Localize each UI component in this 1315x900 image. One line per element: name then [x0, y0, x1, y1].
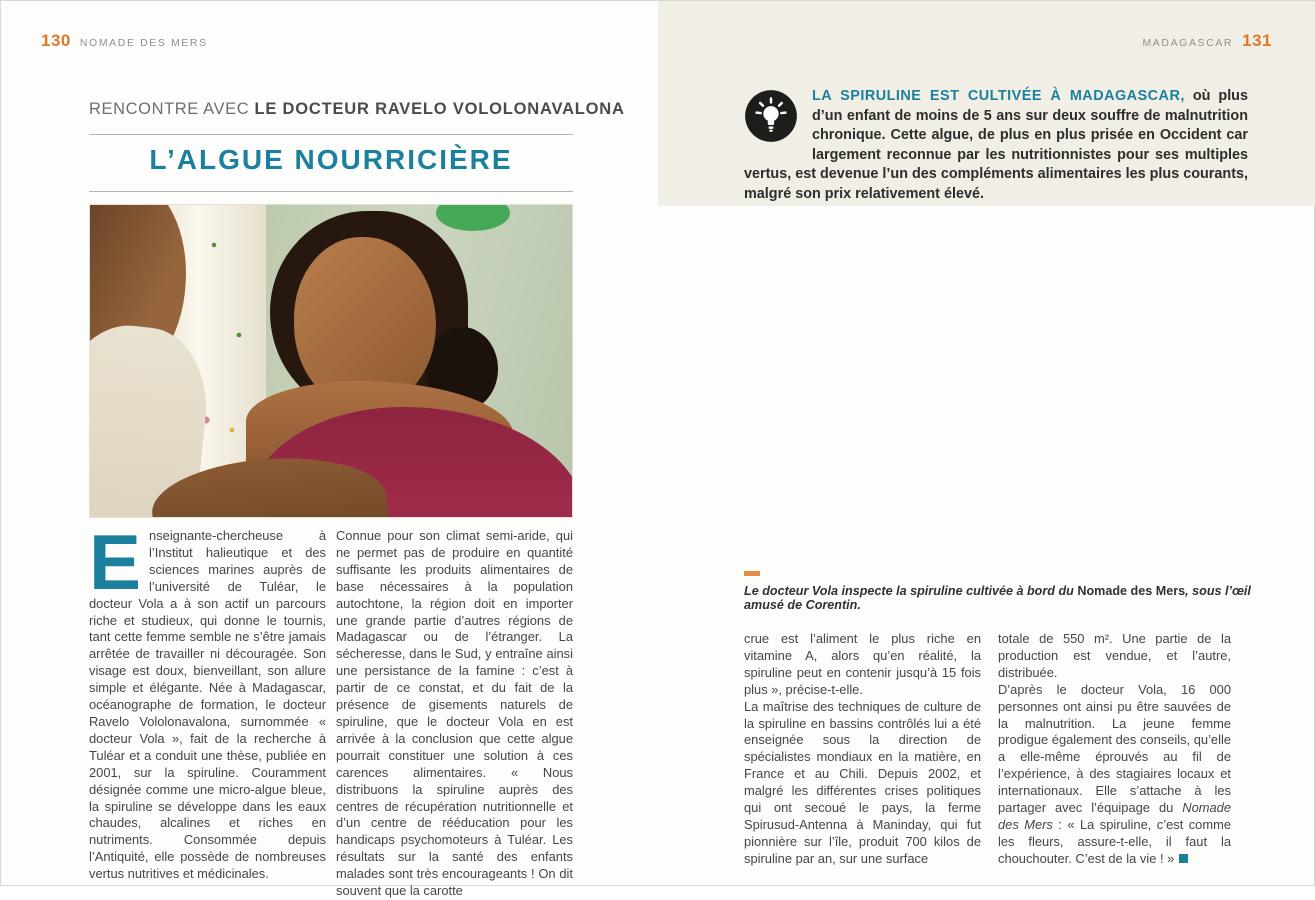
caption-dash — [744, 571, 760, 576]
left-col1-text: nseignante-chercheuse à l’Institut halieutique et des sciences marines auprès de l’université de Tuléar, le docteur Vola a à son actif un parcours riche et studieux, qui donne le tournis, tant cette femme semble ne s’être jamais arrêtée de travailler ni découragée. Son visage est doux, bienveillant, son allure simple et élégante. Née à Madagascar, océanographe de formation, le docteur Ravelo Vololonavalona, surnommée « docteur Vola », fait de la recherche à Tuléar et a conduit une thèse, publiée en 2001, sur la spiruline. Couramment désignée comme une micro-algue bleue, la spiruline se développe dans les eaux chaudes, alcalines et riches en nutriments. Consommée depuis l’Antiquité, elle possède de nombreuses vertus nutritives et médicinales. — [89, 528, 326, 881]
right-col1-paragraph-1: crue est l’aliment le plus riche en vitamine A, alors qu’en réalité, la spiruline peut en contenir jusqu’à 15 fois plus », précise-t-elle. — [744, 631, 981, 699]
kicker-doctor-name: LE DOCTEUR RAVELO VOLOLONAVALONA — [254, 100, 624, 118]
left-article-columns — [89, 528, 573, 820]
left-column-1 — [89, 528, 326, 883]
right-column-2 — [998, 631, 1231, 868]
left-running-header — [41, 31, 208, 51]
right-column-1 — [744, 631, 981, 868]
right-page-number: 131 — [1242, 31, 1272, 51]
portrait-photo-doctor-vola — [89, 204, 573, 518]
right-col2-text-b: : « La spiruline, c’est comme les fleurs, assure-t-elle, il faut la chouchouter. C’est de la vie ! » — [998, 817, 1231, 866]
spirulina-callout — [744, 87, 1248, 205]
caption-italic-2: , sous l’œil amusé de Corentin. — [744, 584, 1251, 612]
right-col1-paragraph-2: La maîtrise des techniques de culture de la spiruline en bassins contrôlés lui a été enseignée sous la direction de spécialistes mondiaux en la matière, en France et au Chili. Depuis 2002, et malgré les différentes crises politiques qui ont secoué le pays, la ferme Spirusud-Antenna à Maninday, qui fut pionnière sur l’île, produit 700 kilos de spiruline par an, sur une surface — [744, 699, 981, 868]
right-col2-paragraph-1: totale de 550 m². Une partie de la production est vendue, et l’autre, distribuée. — [998, 631, 1231, 682]
right-col2-text-a: D’après le docteur Vola, 16 000 personnes ont ainsi pu être sauvées de la malnutrition. La jeune femme prodigue également des conseils, qu’elle a elle-même éprouvés au fil de l’expérience, à des stagiaires locaux et internationaux. Elle s’attache à les partager avec l’équipage du — [998, 682, 1231, 815]
left-col2-text: Connue pour son climat semi-aride, qui ne permet pas de produire en quantité suffisante les produits alimentaires de base nécessaires à la population autochtone, la région doit en importer une grande partie d’autres régions de Madagascar ou de l’étranger. La sécheresse, dans le Sud, y entraîne ainsi une persistance de la famine : c’est à partir de ce constat, et du fait de la présence de gisements naturels de spiruline, que le docteur Vola en est arrivée à la conclusion que cette algue pourrait constituer une solution à ces carences alimentaires. « Nous distribuons la spiruline auprès des centres de récupération nutritionnelle et d’un centre de rééducation pour les handicaps psychomoteurs à Tuléar. Les résultats sur la santé des enfants malades sont très encourageants ! On dit souvent que la carotte — [336, 528, 573, 898]
right-running-header — [1142, 31, 1272, 51]
right-running-title: MADAGASCAR — [1142, 37, 1233, 49]
article-kicker — [89, 100, 573, 119]
dropcap-E: E — [89, 531, 141, 593]
photo-caption — [744, 584, 1264, 612]
article-title: L’ALGUE NOURRICIÈRE — [89, 144, 573, 176]
right-col2-paragraph-2 — [998, 682, 1231, 868]
caption-boat-name: Nomade des Mers — [1077, 584, 1185, 598]
green-plant-decoration — [436, 204, 510, 231]
right-col2-boat-name: Nomade des Mers — [998, 800, 1231, 832]
title-rule — [89, 191, 573, 192]
end-of-article-mark — [1179, 854, 1188, 863]
caption-italic-1: Le docteur Vola inspecte la spiruline cultivée à bord du — [744, 584, 1077, 598]
left-column-2 — [336, 528, 573, 900]
kicker-rule — [89, 134, 573, 135]
callout-body: où plus d’un enfant de moins de 5 ans sur deux souffre de malnutrition chronique. Cette algue, de plus en plus prisée en Occident car largement reconnue par les nutritionnistes pour ses multiples vertus, est devenue l’un des compléments alimentaires les plus courants, malgré son prix relativement élevé. — [744, 88, 1248, 202]
lightbulb-icon — [744, 89, 798, 143]
callout-lead: LA SPIRULINE EST CULTIVÉE À MADAGASCAR, — [812, 88, 1185, 104]
kicker-regular: RENCONTRE AVEC — [89, 100, 254, 118]
right-article-columns — [744, 631, 1231, 821]
left-running-title: NOMADE DES MERS — [80, 37, 208, 49]
left-page-number: 130 — [41, 31, 71, 51]
